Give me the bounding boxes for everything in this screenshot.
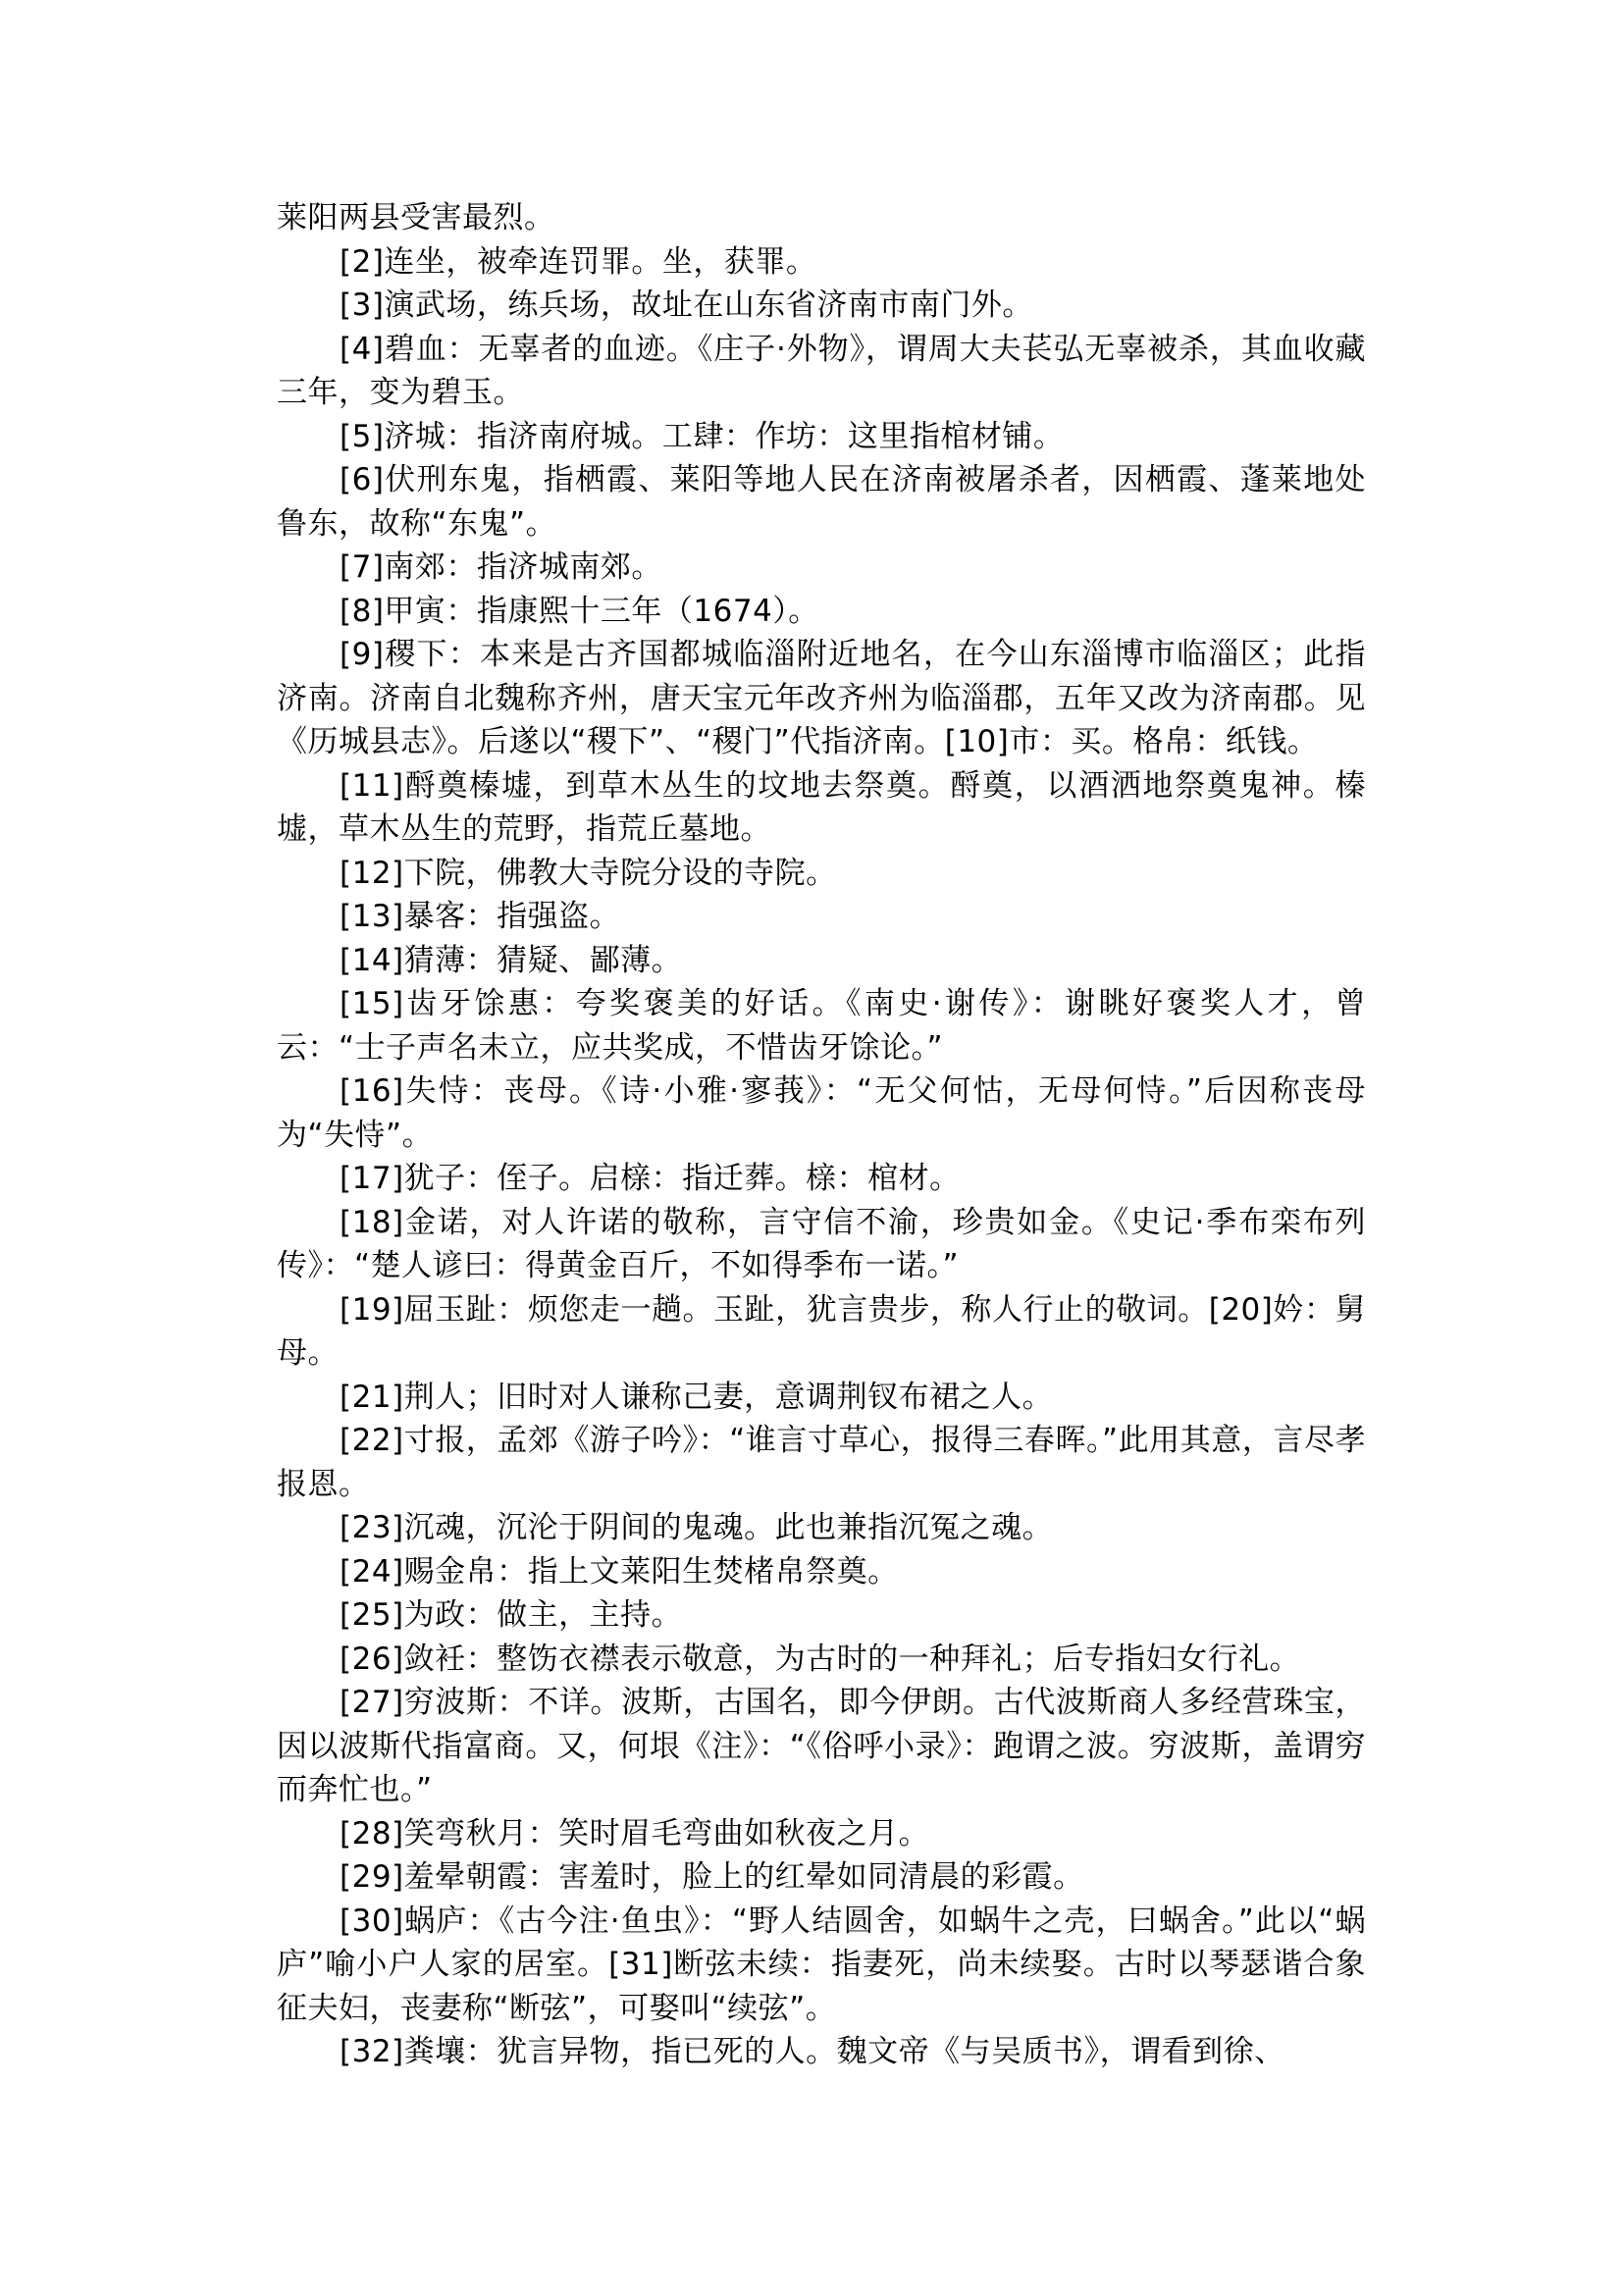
footnote-paragraph: [11]酹奠榛墟，到草木丛生的坟地去祭奠。酹奠，以酒洒地祭奠鬼神。榛墟，草木丛生的荒野，指荒丘墓地。 <box>277 767 1366 847</box>
footnote-paragraph: [4]碧血：无辜者的血迹。《庄子·外物》，谓周大夫苌弘无辜被杀，其血收藏三年，变为碧玉。 <box>277 331 1366 410</box>
footnote-paragraph: [19]屈玉趾：烦您走一趟。玉趾，犹言贵步，称人行止的敬词。[20]妗：舅母。 <box>277 1291 1366 1371</box>
footnote-paragraph: [12]下院，佛教大寺院分设的寺院。 <box>340 855 837 891</box>
footnote-paragraph: [18]金诺，对人许诺的敬称，言守信不渝，珍贵如金。《史记·季布栾布列传》：“楚人谚曰：得黄金百斤，不如得季布一诺。” <box>277 1204 1366 1283</box>
footnote-paragraph: [14]猜薄：猜疑、鄙薄。 <box>340 942 683 978</box>
footnote-paragraph: [32]粪壤：犹言异物，指已死的人。魏文帝《与吴质书》，谓看到徐、 <box>340 2034 1285 2069</box>
footnote-paragraph: [30]蜗庐：《古今注·鱼虫》：“野人结圆舍，如蜗牛之壳，曰蜗舍。”此以“蜗庐”喻小户人家的居室。[31]断弦未续：指妻死，尚未续娶。古时以琴瑟谐合象征夫妇，丧妻称“断弦”，可娶叫“续弦”。 <box>277 1903 1366 2026</box>
document-body <box>277 196 1366 2074</box>
footnote-paragraph: [26]敛衽：整饬衣襟表示敬意，为古时的一种拜礼；后专指妇女行礼。 <box>340 1641 1301 1677</box>
footnote-paragraph: [13]暴客：指强盗。 <box>340 899 621 934</box>
footnote-paragraph: [25]为政：做主，主持。 <box>340 1597 683 1633</box>
footnote-paragraph: [29]羞晕朝霞：害羞时，脸上的红晕如同清晨的彩霞。 <box>340 1859 1084 1895</box>
footnote-paragraph: [15]齿牙馀惠：夸奖褒美的好话。《南史·谢传》：谢眺好褒奖人才，曾云：“士子声名未立，应共奖成，不惜齿牙馀论。” <box>277 986 1366 1066</box>
footnote-paragraph: [17]犹子：侄子。启榇：指迁葬。榇：棺材。 <box>340 1161 961 1196</box>
footnote-paragraph: [2]连坐，被牵连罚罪。坐，获罪。 <box>340 243 817 280</box>
footnote-paragraph: [6]伏刑东鬼，指栖霞、莱阳等地人民在济南被屠杀者，因栖霞、蓬莱地处鲁东，故称“东鬼”。 <box>277 462 1366 542</box>
footnote-paragraph: [9]稷下：本来是古齐国都城临淄附近地名，在今山东淄博市临淄区；此指济南。济南自北魏称齐州，唐天宝元年改齐州为临淄郡，五年又改为济南郡。见《历城县志》。后遂以“稷下”、“稷门”代指济南。[10]市：买。格帛：纸钱。 <box>277 637 1366 759</box>
footnote-paragraph: [3]演武场，练兵场，故址在山东省济南市南门外。 <box>340 287 1033 323</box>
footnote-paragraph: [23]沉魂，沉沦于阴间的鬼魂。此也兼指沉冤之魂。 <box>340 1510 1054 1545</box>
footnote-paragraph: [24]赐金帛：指上文莱阳生焚楮帛祭奠。 <box>340 1553 899 1590</box>
footnote-paragraph: [22]寸报，孟郊《游子吟》：“谁言寸草心，报得三春晖。”此用其意，言尽孝报恩。 <box>277 1423 1366 1502</box>
footnote-paragraph: [5]济城：指济南府城。工肆：作坊：这里指棺材铺。 <box>340 418 1065 454</box>
footnote-paragraph: [27]穷波斯：不详。波斯，古国名，即今伊朗。古代波斯商人多经营珠宝，因以波斯代指富商。又，何垠《注》：“《俗呼小录》：跑谓之波。穷波斯，盖谓穷而奔忙也。” <box>277 1685 1366 1807</box>
footnote-paragraph: [21]荆人；旧时对人谦称己妻，意调荆钗布裙之人。 <box>340 1379 1054 1415</box>
footnote-paragraph: [16]失恃：丧母。《诗·小雅·寥莪》：“无父何怙，无母何恃。”后因称丧母为“失恃”。 <box>277 1073 1366 1153</box>
footnote-paragraph: [7]南郊：指济城南郊。 <box>340 549 662 585</box>
footnote-paragraph: [28]笑弯秋月：笑时眉毛弯曲如秋夜之月。 <box>340 1815 930 1851</box>
footnote-paragraph: [8]甲寅：指康熙十三年（1674）。 <box>340 593 819 629</box>
continued-paragraph: 莱阳两县受害最烈。 <box>277 200 555 235</box>
